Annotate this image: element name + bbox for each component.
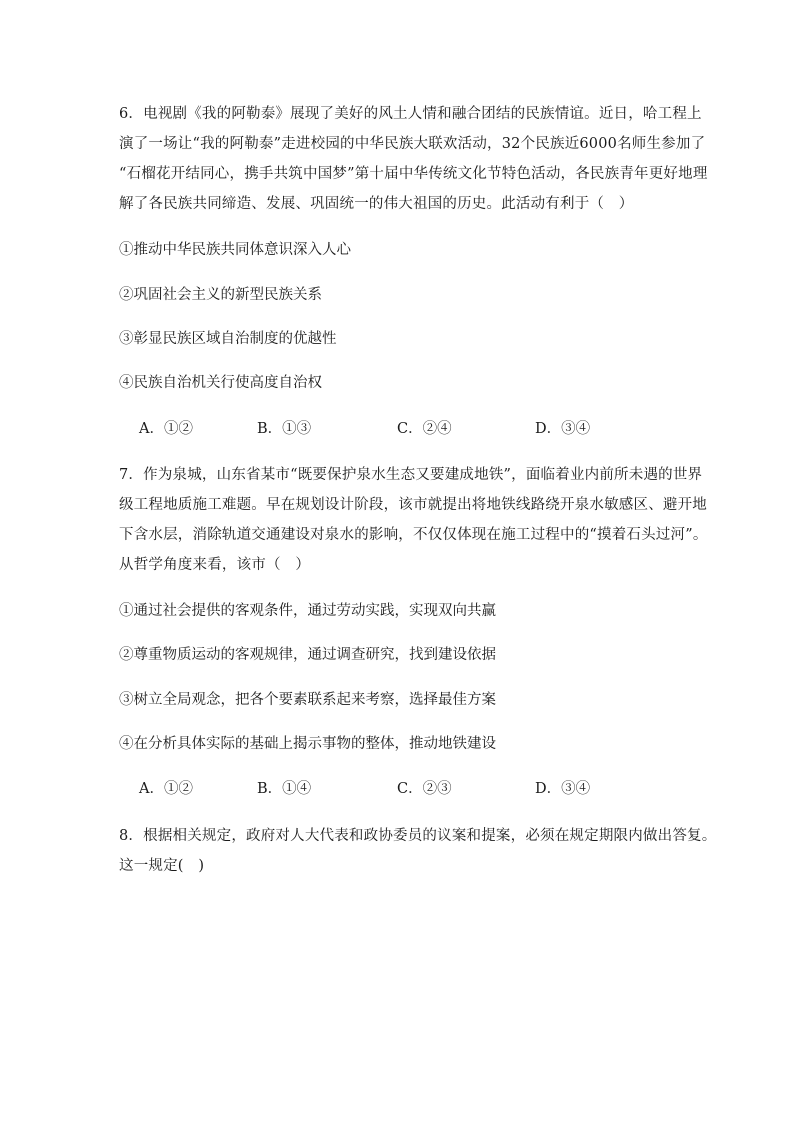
answer-choice-d: D．③④ — [535, 421, 591, 437]
answer-choice-c: C．②④ — [397, 421, 452, 437]
question-7-statement-4: ④在分析具体实际的基础上揭示事物的整体，推动地铁建设 — [119, 736, 496, 752]
question-6-statement-2: ②巩固社会主义的新型民族关系 — [119, 287, 322, 303]
question-6-line-4: 解了各民族共同缔造、发展、巩固统一的伟大祖国的历史。此活动有利于（ ） — [119, 196, 634, 212]
question-8-line-1: 8．根据相关规定，政府对人大代表和政协委员的议案和提案，必须在规定期限内做出答复。 — [119, 828, 717, 844]
question-7-line-2: 级工程地质施工难题。早在规划设计阶段，该市就提出将地铁线路绕开泉水敏感区、避开地 — [119, 497, 707, 513]
answer-choice-c: C．②③ — [397, 781, 452, 797]
answer-choice-a: A．①② — [139, 781, 193, 797]
question-6-line-2: 演了一场让“我的阿勒泰”走进校园的中华民族大联欢活动，32个民族近6000名师生参加了 — [119, 136, 706, 152]
answer-choice-d: D．③④ — [535, 781, 591, 797]
question-8-line-2: 这一规定( ) — [119, 858, 205, 874]
question-7-line-4: 从哲学角度来看，该市（ ） — [119, 557, 311, 573]
question-7-statement-3: ③树立全局观念，把各个要素联系起来考察，选择最佳方案 — [119, 692, 496, 708]
answer-choice-b: B．①④ — [257, 781, 312, 797]
answer-choice-b: B．①③ — [257, 421, 312, 437]
question-6-statement-1: ①推动中华民族共同体意识深入人心 — [119, 242, 351, 258]
question-6-line-3: “石榴花开结同心，携手共筑中国梦”第十届中华传统文化节特色活动，各民族青年更好地理 — [119, 166, 708, 182]
question-7-statement-1: ①通过社会提供的客观条件，通过劳动实践，实现双向共赢 — [119, 603, 496, 619]
question-6-statement-3: ③彰显民族区域自治制度的优越性 — [119, 331, 337, 347]
question-7-statement-2: ②尊重物质运动的客观规律，通过调查研究，找到建设依据 — [119, 647, 496, 663]
question-7-line-1: 7．作为泉城，山东省某市“既要保护泉水生态又要建成地铁”，面临着业内前所未遇的世界 — [119, 467, 703, 483]
answer-choice-a: A．①② — [139, 421, 193, 437]
question-6-line-1: 6．电视剧《我的阿勒泰》展现了美好的风土人情和融合团结的民族情谊。近日，哈工程上 — [119, 106, 702, 122]
question-7-line-3: 下含水层，消除轨道交通建设对泉水的影响，不仅仅体现在施工过程中的“摸着石头过河”。 — [119, 527, 708, 543]
question-6-statement-4: ④民族自治机关行使高度自治权 — [119, 375, 322, 391]
